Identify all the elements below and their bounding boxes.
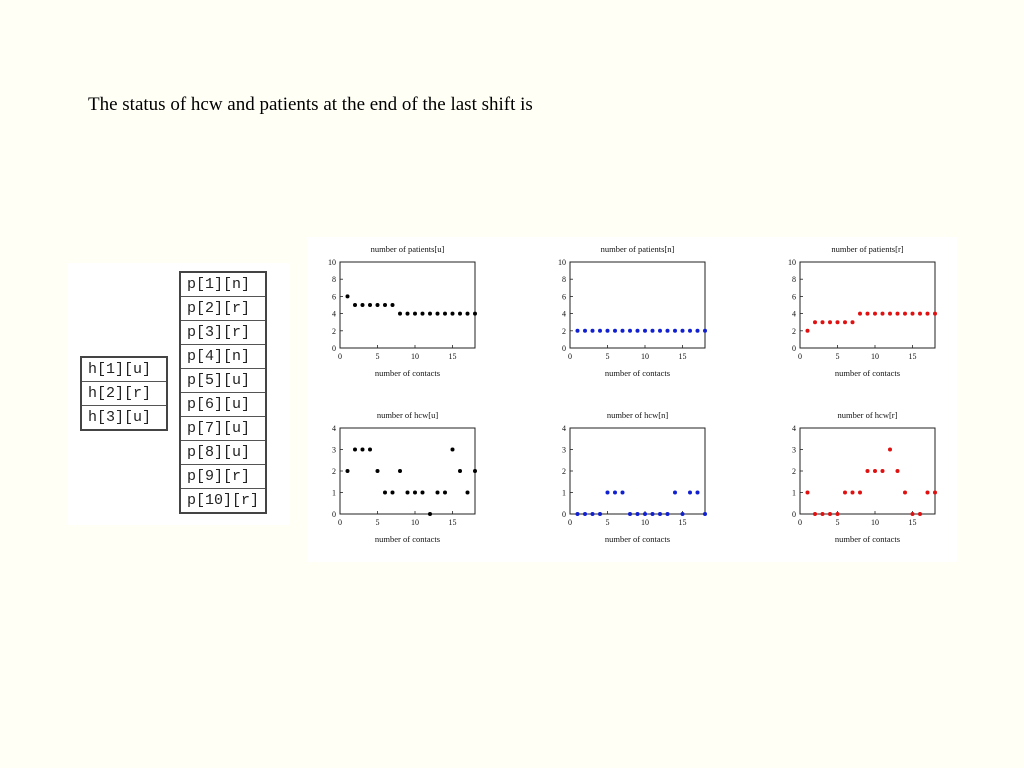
data-point xyxy=(866,312,870,316)
y-tick-label: 2 xyxy=(562,467,566,476)
x-tick-label: 0 xyxy=(798,518,802,527)
charts-grid xyxy=(307,237,957,562)
data-point xyxy=(703,512,707,516)
data-point xyxy=(576,512,580,516)
data-point xyxy=(451,312,455,316)
data-point xyxy=(598,512,602,516)
data-point xyxy=(918,512,922,516)
data-point xyxy=(866,469,870,473)
data-point xyxy=(383,491,387,495)
data-point xyxy=(851,320,855,324)
plot-frame xyxy=(570,428,705,514)
data-point xyxy=(451,448,455,452)
data-point xyxy=(368,448,372,452)
y-tick-label: 2 xyxy=(562,326,566,336)
table-row xyxy=(81,382,167,406)
data-point xyxy=(643,329,647,333)
data-point xyxy=(666,512,670,516)
patient-cell: p[1][n] xyxy=(180,272,266,297)
y-tick-label: 2 xyxy=(332,467,336,476)
y-tick-label: 2 xyxy=(792,467,796,476)
data-point xyxy=(443,491,447,495)
data-point xyxy=(391,303,395,307)
table-row xyxy=(81,357,167,382)
data-point xyxy=(681,329,685,333)
data-point xyxy=(933,491,937,495)
x-axis-label: number of contacts xyxy=(374,534,441,544)
y-tick-label: 2 xyxy=(332,326,336,336)
data-point xyxy=(696,329,700,333)
x-tick-label: 15 xyxy=(448,518,457,527)
x-tick-label: 5 xyxy=(375,518,380,527)
y-tick-label: 4 xyxy=(792,424,796,433)
data-point xyxy=(821,320,825,324)
data-point xyxy=(606,491,610,495)
data-point xyxy=(651,329,655,333)
data-point xyxy=(681,512,685,516)
x-tick-label: 0 xyxy=(798,352,802,361)
data-point xyxy=(896,312,900,316)
y-tick-label: 0 xyxy=(332,510,336,519)
table-row xyxy=(180,441,266,465)
table-row xyxy=(180,272,266,297)
patient-cell: p[9][r] xyxy=(180,465,266,489)
data-point xyxy=(806,491,810,495)
x-tick-label: 0 xyxy=(338,352,342,361)
x-tick-label: 15 xyxy=(678,518,687,527)
y-tick-label: 1 xyxy=(792,488,796,498)
y-tick-label: 0 xyxy=(332,344,336,353)
data-point xyxy=(628,512,632,516)
data-point xyxy=(406,312,410,316)
table-row xyxy=(180,417,266,441)
data-point xyxy=(688,491,692,495)
data-point xyxy=(353,303,357,307)
data-point xyxy=(858,312,862,316)
data-point xyxy=(406,491,410,495)
data-point xyxy=(926,491,930,495)
data-point xyxy=(591,329,595,333)
data-point xyxy=(918,312,922,316)
data-point xyxy=(911,312,915,316)
data-point xyxy=(346,294,350,298)
patient-cell: p[7][u] xyxy=(180,417,266,441)
data-point xyxy=(843,491,847,495)
table-row xyxy=(180,393,266,417)
patient-cell: p[8][u] xyxy=(180,441,266,465)
data-point xyxy=(421,312,425,316)
y-tick-label: 0 xyxy=(792,344,796,353)
table-row xyxy=(180,489,266,514)
patient-cell: p[3][r] xyxy=(180,321,266,345)
data-point xyxy=(436,312,440,316)
x-tick-label: 5 xyxy=(835,352,840,361)
y-tick-label: 6 xyxy=(792,292,796,302)
data-point xyxy=(376,469,380,473)
x-axis-label: number of contacts xyxy=(834,534,901,544)
data-point xyxy=(821,512,825,516)
plot-frame xyxy=(340,262,475,348)
data-point xyxy=(413,312,417,316)
x-axis-label: number of contacts xyxy=(834,368,901,378)
data-point xyxy=(398,312,402,316)
chart-title: number of hcw[u] xyxy=(376,410,439,420)
chart-5 xyxy=(562,410,707,544)
data-point xyxy=(368,303,372,307)
data-point xyxy=(428,512,432,516)
table-row xyxy=(180,369,266,393)
x-tick-label: 10 xyxy=(871,518,879,527)
y-tick-label: 3 xyxy=(562,445,566,455)
y-tick-label: 8 xyxy=(332,275,336,285)
hcw-cell: h[2][r] xyxy=(81,382,167,406)
data-point xyxy=(443,312,447,316)
hcw-cell: h[3][u] xyxy=(81,406,167,431)
data-point xyxy=(813,512,817,516)
data-point xyxy=(583,512,587,516)
plot-frame xyxy=(800,262,935,348)
y-tick-label: 8 xyxy=(562,275,566,285)
y-tick-label: 0 xyxy=(562,510,566,519)
x-tick-label: 5 xyxy=(605,352,610,361)
data-point xyxy=(836,512,840,516)
patient-cell: p[10][r] xyxy=(180,489,266,514)
data-point xyxy=(383,303,387,307)
chart-title: number of patients[r] xyxy=(831,244,904,254)
table-row xyxy=(180,321,266,345)
data-point xyxy=(888,312,892,316)
x-tick-label: 10 xyxy=(871,352,879,361)
x-tick-label: 10 xyxy=(641,518,649,527)
y-tick-label: 1 xyxy=(332,488,336,498)
data-point xyxy=(688,329,692,333)
data-point xyxy=(466,491,470,495)
data-point xyxy=(466,312,470,316)
data-point xyxy=(896,469,900,473)
chart-3 xyxy=(788,244,937,378)
data-point xyxy=(926,312,930,316)
data-point xyxy=(673,329,677,333)
chart-4 xyxy=(332,410,477,544)
x-tick-label: 0 xyxy=(568,518,572,527)
x-axis-label: number of contacts xyxy=(604,534,671,544)
data-point xyxy=(473,312,477,316)
data-point xyxy=(636,512,640,516)
y-tick-label: 4 xyxy=(332,424,336,433)
data-point xyxy=(346,469,350,473)
data-point xyxy=(696,491,700,495)
y-tick-label: 10 xyxy=(558,258,566,267)
x-tick-label: 15 xyxy=(908,352,917,361)
y-tick-label: 1 xyxy=(562,488,566,498)
data-point xyxy=(903,491,907,495)
x-tick-label: 5 xyxy=(605,518,610,527)
page-title: The status of hcw and patients at the end of the last shift is xyxy=(88,94,533,115)
x-tick-label: 5 xyxy=(835,518,840,527)
data-point xyxy=(591,512,595,516)
x-tick-label: 15 xyxy=(678,352,687,361)
data-point xyxy=(836,320,840,324)
table-row xyxy=(180,297,266,321)
y-tick-label: 4 xyxy=(562,424,566,433)
x-axis-label: number of contacts xyxy=(374,368,441,378)
data-point xyxy=(391,491,395,495)
data-point xyxy=(828,512,832,516)
y-tick-label: 0 xyxy=(562,344,566,353)
x-tick-label: 15 xyxy=(908,518,917,527)
patient-cell: p[6][u] xyxy=(180,393,266,417)
y-tick-label: 3 xyxy=(332,445,336,455)
data-point xyxy=(361,448,365,452)
data-point xyxy=(458,312,462,316)
chart-6 xyxy=(792,410,937,544)
data-point xyxy=(703,329,707,333)
data-point xyxy=(651,512,655,516)
patient-cell: p[5][u] xyxy=(180,369,266,393)
data-point xyxy=(473,469,477,473)
y-tick-label: 0 xyxy=(792,510,796,519)
data-point xyxy=(858,491,862,495)
data-point xyxy=(828,320,832,324)
status-tables-panel xyxy=(68,263,290,525)
x-axis-label: number of contacts xyxy=(604,368,671,378)
x-tick-label: 15 xyxy=(448,352,457,361)
plot-frame xyxy=(340,428,475,514)
data-point xyxy=(851,491,855,495)
data-point xyxy=(813,320,817,324)
chart-title: number of hcw[n] xyxy=(606,410,669,420)
data-point xyxy=(806,329,810,333)
data-point xyxy=(398,469,402,473)
data-point xyxy=(413,491,417,495)
data-point xyxy=(881,312,885,316)
data-point xyxy=(666,329,670,333)
patient-cell: p[4][n] xyxy=(180,345,266,369)
y-tick-label: 10 xyxy=(788,258,796,267)
table-row xyxy=(180,465,266,489)
data-point xyxy=(933,312,937,316)
patient-cell: p[2][r] xyxy=(180,297,266,321)
data-point xyxy=(598,329,602,333)
y-tick-label: 3 xyxy=(792,445,796,455)
data-point xyxy=(613,491,617,495)
y-tick-label: 4 xyxy=(562,309,566,319)
data-point xyxy=(888,448,892,452)
y-tick-label: 6 xyxy=(562,292,566,302)
data-point xyxy=(843,320,847,324)
data-point xyxy=(436,491,440,495)
chart-1 xyxy=(328,244,477,378)
data-point xyxy=(636,329,640,333)
x-tick-label: 10 xyxy=(411,352,419,361)
data-point xyxy=(628,329,632,333)
x-tick-label: 5 xyxy=(375,352,380,361)
data-point xyxy=(613,329,617,333)
chart-title: number of patients[u] xyxy=(370,244,445,254)
y-tick-label: 10 xyxy=(328,258,336,267)
hcw-cell: h[1][u] xyxy=(81,357,167,382)
data-point xyxy=(428,312,432,316)
data-point xyxy=(673,491,677,495)
data-point xyxy=(658,329,662,333)
table-row xyxy=(81,406,167,431)
data-point xyxy=(621,491,625,495)
data-point xyxy=(353,448,357,452)
data-point xyxy=(658,512,662,516)
data-point xyxy=(873,469,877,473)
data-point xyxy=(376,303,380,307)
chart-2 xyxy=(558,244,707,378)
y-tick-label: 8 xyxy=(792,275,796,285)
hcw-status-table xyxy=(80,356,168,431)
data-point xyxy=(873,312,877,316)
plot-frame xyxy=(570,262,705,348)
data-point xyxy=(606,329,610,333)
x-tick-label: 0 xyxy=(338,518,342,527)
y-tick-label: 4 xyxy=(332,309,336,319)
data-point xyxy=(881,469,885,473)
y-tick-label: 2 xyxy=(792,326,796,336)
table-row xyxy=(180,345,266,369)
data-point xyxy=(421,491,425,495)
data-point xyxy=(576,329,580,333)
y-tick-label: 6 xyxy=(332,292,336,302)
x-tick-label: 10 xyxy=(641,352,649,361)
data-point xyxy=(458,469,462,473)
data-point xyxy=(643,512,647,516)
data-point xyxy=(621,329,625,333)
patients-status-table xyxy=(179,271,267,514)
data-point xyxy=(911,512,915,516)
x-tick-label: 10 xyxy=(411,518,419,527)
data-point xyxy=(583,329,587,333)
charts-panel xyxy=(307,237,957,562)
data-point xyxy=(361,303,365,307)
x-tick-label: 0 xyxy=(568,352,572,361)
chart-title: number of patients[n] xyxy=(600,244,675,254)
data-point xyxy=(903,312,907,316)
chart-title: number of hcw[r] xyxy=(837,410,898,420)
y-tick-label: 4 xyxy=(792,309,796,319)
